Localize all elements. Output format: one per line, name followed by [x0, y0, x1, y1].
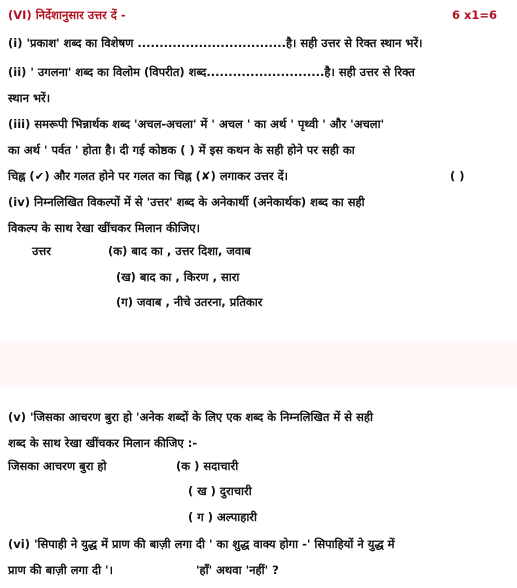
- question-2-line-2: स्थान भरें।: [8, 91, 51, 105]
- question-4-line-1: (iv) निम्नलिखित विकल्पों में से 'उत्तर' शब्द के अनेकार्थी (अनेकार्थक) शब्द का सही: [8, 195, 365, 209]
- match-word: उत्तर: [32, 244, 51, 258]
- page-gap: [0, 340, 517, 388]
- question-2-line-1: (ii) ' उगलना' शब्द का विलोम (विपरीत) शब्द...........................है। सही उत्तर से रिक्त: [8, 65, 415, 79]
- question-1: (i) 'प्रकाश' शब्द का विशेषण ..................................है। सही उत्तर से रिक्त स्थान भरें।: [8, 36, 423, 50]
- question-5-line-1: (v) 'जिसका आचरण बुरा हो 'अनेक शब्दों के लिए एक शब्द के निम्नलिखित में से सही: [8, 410, 373, 424]
- question-6-line-1: (vi) 'सिपाही ने युद्ध में प्राण की बाज़ी लगा दी ' का शुद्ध वाक्य होगा -' सिपाहियों ने युद्ध में: [8, 537, 395, 551]
- answer-bracket: ( ): [450, 169, 465, 183]
- question-5-line-2: शब्द के साथ रेखा खींचकर मिलान कीजिए :-: [8, 436, 198, 450]
- question-3-line-1: (iii) समरूपी भिन्नार्थक शब्द 'अचल-अचला' में ' अचल ' का अर्थ ' पृथ्वी ' और 'अचला': [8, 117, 385, 131]
- question-3-line-2: का अर्थ ' पर्वत ' होता है। दी गई कोष्ठक ( ) में इस कथन के सही होने पर सही का: [8, 143, 355, 157]
- section-heading: (VI) निर्देशानुसार उत्तर दें -: [8, 8, 126, 22]
- question-6-line-2: प्राण की बाज़ी लगा दी '।: [8, 563, 113, 577]
- option-item: (ख) बाद का , किरण , सारा: [116, 270, 240, 284]
- option-item: (ग) जवाब , नीचे उतरना, प्रतिकार: [116, 295, 263, 309]
- answer-choice: 'हाँ' अथवा 'नहीं' ?: [196, 563, 279, 577]
- option-item: (क) बाद का , उत्तर दिशा, जवाब: [108, 244, 251, 258]
- match-phrase: जिसका आचरण बुरा हो: [8, 459, 107, 473]
- question-3-line-3: चिह्न (✔) और गलत होने पर गलत का चिह्न (✘) लगाकर उत्तर दें।: [8, 169, 289, 183]
- marks-label: 6 x1=6: [452, 8, 498, 22]
- option-item: ( ख ) दुराचारी: [188, 484, 252, 498]
- question-4-line-2: विकल्प के साथ रेखा खींचकर मिलान कीजिए।: [8, 221, 200, 235]
- option-item: ( ग ) अल्पाहारी: [188, 510, 257, 524]
- option-item: (क ) सदाचारी: [176, 459, 239, 473]
